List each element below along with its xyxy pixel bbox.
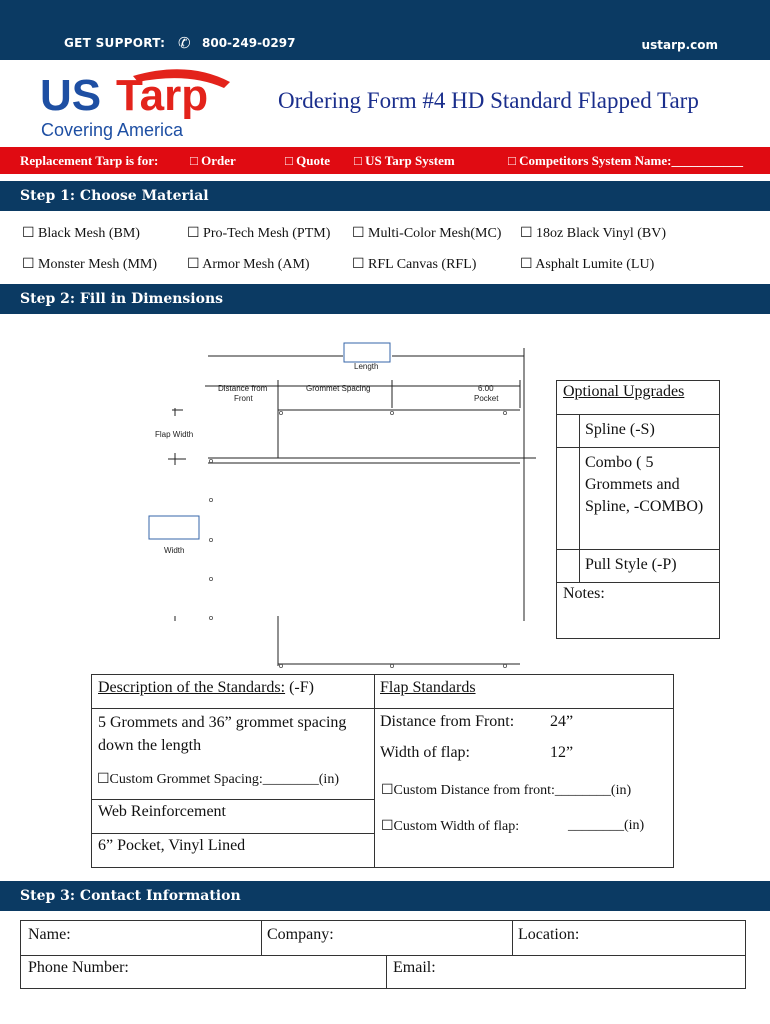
step2-title: Step 2: Fill in Dimensions [20, 291, 224, 307]
material-option[interactable]: ☐ Multi-Color Mesh(MC) [352, 226, 502, 241]
custom-width-label[interactable]: ☐Custom Width of flap: [381, 819, 520, 834]
material-option[interactable]: ☐ Black Mesh (BM) [22, 226, 140, 241]
contact-table [20, 920, 746, 989]
replacement-bar [0, 147, 770, 174]
material-option[interactable]: ☐ Pro-Tech Mesh (PTM) [187, 226, 331, 241]
tarp-dimension-diagram [0, 316, 560, 676]
width-of-flap-value: 12” [550, 744, 574, 761]
custom-width-field[interactable]: ________(in) [568, 818, 645, 833]
pocket-size-label: 6.00 [478, 384, 494, 393]
upgrade-spline-label: Spline (-S) [585, 421, 655, 438]
support-phone-link[interactable]: 800-249-0297 [202, 36, 296, 50]
length-label: Length [354, 362, 379, 371]
width-of-flap-label: Width of flap: [380, 744, 470, 761]
step1-header [0, 181, 770, 211]
company-field[interactable]: Company: [267, 926, 334, 943]
step2-header [0, 284, 770, 314]
ustarp-logo [38, 66, 238, 144]
pocket-label: Pocket [474, 394, 499, 403]
standards-description-heading: Description of the Standards: (-F) [98, 679, 314, 696]
step3-title: Step 3: Contact Information [20, 888, 241, 904]
upgrade-combo-row[interactable] [557, 447, 719, 549]
width-label: Width [164, 546, 185, 555]
location-field[interactable]: Location: [518, 926, 580, 943]
optional-upgrades-box [556, 380, 720, 639]
flap-width-label: Flap Width [155, 430, 194, 439]
material-option[interactable]: ☐ Monster Mesh (MM) [22, 257, 158, 272]
material-option[interactable]: ☐ RFL Canvas (RFL) [352, 257, 477, 272]
replacement-label: Replacement Tarp is for: [20, 153, 159, 168]
material-option[interactable]: ☐ Armor Mesh (AM) [187, 257, 310, 272]
distance-from-front-label: Distance from Front: [380, 713, 515, 730]
name-field[interactable]: Name: [28, 926, 71, 943]
front-label: Front [234, 394, 253, 403]
quote-checkbox[interactable]: □ Quote [285, 153, 331, 168]
top-support-bar [0, 0, 770, 60]
page-title: Ordering Form #4 HD Standard Flapped Tarp [278, 88, 699, 113]
distance-from-label: Distance from [218, 384, 268, 393]
competitors-system-field[interactable]: □ Competitors System Name:___________ [508, 153, 743, 168]
support-label: GET SUPPORT: [64, 36, 166, 50]
custom-grommet-spacing-field[interactable]: ☐Custom Grommet Spacing:________(in) [97, 772, 339, 787]
upgrade-checkbox[interactable] [557, 448, 580, 549]
standards-table [91, 674, 674, 868]
logo-graphic [38, 66, 238, 144]
notes-label: Notes: [563, 585, 605, 602]
phone-icon: ✆ [178, 36, 191, 52]
custom-distance-field[interactable]: ☐Custom Distance from front:________(in) [381, 783, 632, 798]
svg-text:US: US [40, 71, 102, 120]
material-option[interactable]: ☐ 18oz Black Vinyl (BV) [520, 226, 666, 241]
phone-field[interactable]: Phone Number: [28, 959, 129, 976]
ustarp-system-checkbox[interactable]: □ US Tarp System [354, 153, 455, 168]
svg-text:Tarp: Tarp [116, 71, 209, 120]
width-input-box[interactable] [149, 516, 199, 539]
flap-standards-heading: Flap Standards [380, 679, 476, 696]
order-checkbox[interactable]: □ Order [190, 153, 236, 168]
email-field[interactable]: Email: [393, 959, 436, 976]
step1-title: Step 1: Choose Material [20, 188, 209, 204]
material-option[interactable]: ☐ Asphalt Lumite (LU) [520, 257, 655, 272]
upgrade-combo-label: Combo ( 5 Grommets and Spline, -COMBO) [585, 454, 704, 515]
length-input-box[interactable] [344, 343, 390, 362]
grommet-standard-text: 5 Grommets and 36” grommet spacing down the length [98, 714, 347, 754]
upgrade-checkbox[interactable] [557, 415, 580, 447]
pocket-standard-text: 6” Pocket, Vinyl Lined [98, 837, 246, 854]
upgrade-spline-row[interactable] [557, 414, 719, 447]
step3-header [0, 881, 770, 911]
grommet-spacing-label: Grommet Spacing [306, 384, 371, 393]
upgrade-checkbox[interactable] [557, 550, 580, 582]
upgrades-title: Optional Upgrades [563, 383, 685, 400]
upgrade-pull-row[interactable] [557, 549, 719, 582]
web-reinforcement-text: Web Reinforcement [98, 803, 226, 820]
website-link[interactable]: ustarp.com [641, 38, 718, 52]
upgrade-pull-label: Pull Style (-P) [585, 556, 677, 573]
distance-from-front-value: 24” [550, 713, 574, 730]
svg-text:Covering America: Covering America [41, 120, 184, 140]
